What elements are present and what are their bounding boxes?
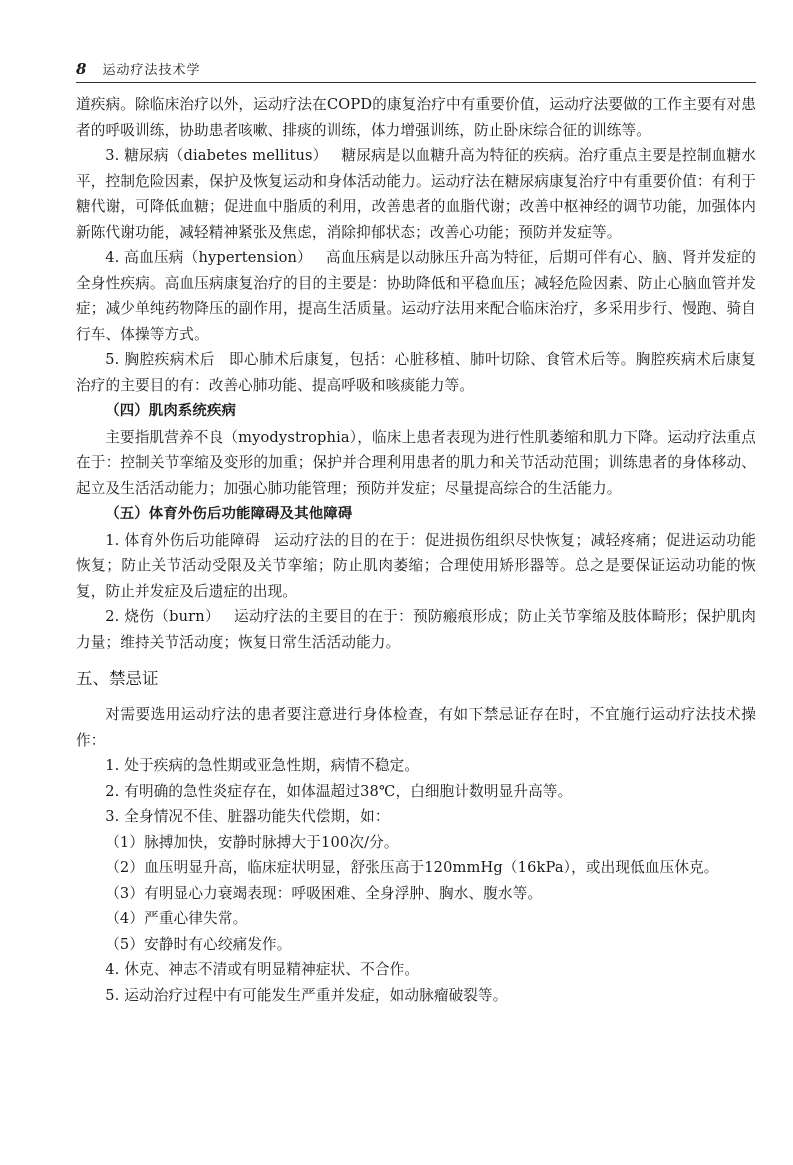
list-item: （5）安静时有心绞痛发作。 xyxy=(105,935,292,953)
list-item: 4. 休克、神志不清或有明显精神症状、不合作。 xyxy=(105,961,420,978)
paragraph-diabetes xyxy=(76,143,756,245)
sports-term: 1. 体育外伤后功能障碍 xyxy=(105,531,261,549)
thoracic-text: 即心肺术后康复，包括：心脏移植、肺叶切除、食管术后等。胸腔疾病术后康复治疗的主要目的有：改善心肺功能、提高呼吸和咳痰能力等。 xyxy=(76,351,756,394)
paragraph-thoracic xyxy=(76,347,756,398)
page-body xyxy=(76,92,756,1008)
burn-text: 运动疗法的主要目的在于：预防瘢痕形成；防止关节挛缩及肢体畸形；保护肌肉力量；维持关节活动度；恢复日常生活活动能力。 xyxy=(76,608,756,651)
hypertension-text: 高血压病是以动脉压升高为特征，后期可伴有心、脑、肾并发症的全身性疾病。高血压病康复治疗的目的主要是：协助降低和平稳血压；减轻危险因素、防止心脑血管并发症；减少单纯药物降压的副作用，提高生活质量。运动疗法用来配合临床治疗，多采用步行、慢跑、骑自行车、体操等方式。 xyxy=(76,249,756,343)
page-number: 8 xyxy=(76,60,87,78)
diabetes-term: 3. 糖尿病（diabetes mellitus） xyxy=(105,147,328,164)
hypertension-term: 4. 高血压病（hypertension） xyxy=(105,249,312,266)
list-item: （3）有明显心力衰竭表现：呼吸困难、全身浮肿、胸水、腹水等。 xyxy=(105,884,543,902)
list-item: （2）血压明显升高，临床症状明显，舒张压高于120mmHg（16kPa），或出现低血压休克。 xyxy=(105,859,719,876)
diabetes-text: 糖尿病是以血糖升高为特征的疾病。治疗重点主要是控制血糖水平，控制危险因素，保护及恢复运动和身体活动能力。运动疗法在糖尿病康复治疗中有重要价值：有利于糖代谢，可降低血糖；促进血中脂质的利用，改善患者的血脂代谢；改善中枢神经的调节功能，加强体内新陈代谢功能，减轻精神紧张及焦虑，消除抑郁状态；改善心功能；预防并发症等。 xyxy=(76,147,756,241)
list-item: 5. 运动治疗过程中有可能发生严重并发症，如动脉瘤破裂等。 xyxy=(105,986,508,1004)
paragraph-sports xyxy=(76,528,756,605)
section-heading-contraindications: 五、禁忌证 xyxy=(76,669,159,688)
burn-term: 2. 烧伤（burn） xyxy=(105,608,220,625)
paragraph-contra-intro: 对需要选用运动疗法的患者要注意进行身体检查，有如下禁忌证存在时，不宜施行运动疗法技术操作： xyxy=(76,706,756,749)
paragraph-muscle: 主要指肌营养不良（myodystrophia），临床上患者表现为进行性肌萎缩和肌力下降。运动疗法重点在于：控制关节挛缩及变形的加重；保护并合理利用患者的肌力和关节活动范围；训练患者的身体移动、起立及生活活动能力；加强心肺功能管理；预防并发症；尽量提高综合的生活能力。 xyxy=(76,428,756,497)
subheading-sports xyxy=(76,501,756,528)
running-title: 运动疗法技术学 xyxy=(102,63,201,78)
list-item: （1）脉搏加快，安静时脉搏大于100次/分。 xyxy=(105,833,399,851)
subheading-muscle xyxy=(76,398,756,425)
paragraph-burn xyxy=(76,604,756,655)
page-header xyxy=(76,56,756,83)
subheading-muscle-text: （四）肌肉系统疾病 xyxy=(105,403,237,419)
list-item: 2. 有明确的急性炎症存在，如体温超过38℃，白细胞计数明显升高等。 xyxy=(105,782,573,800)
sports-text: 运动疗法的目的在于：促进损伤组织尽快恢复；减轻疼痛；促进运动功能恢复；防止关节活动受限及关节挛缩；防止肌肉萎缩；合理使用矫形器等。总之是要保证运动功能的恢复，防止并发症及后遗症的出现。 xyxy=(76,531,756,600)
paragraph-hypertension xyxy=(76,245,756,347)
paragraph-copd: 道疾病。除临床治疗以外，运动疗法在COPD的康复治疗中有重要价值，运动疗法要做的工作主要有对患者的呼吸训练，协助患者咳嗽、排痰的训练，体力增强训练，防止卧床综合征的训练等。 xyxy=(76,96,756,139)
list-item: 1. 处于疾病的急性期或亚急性期，病情不稳定。 xyxy=(105,757,420,774)
list-item: 3. 全身情况不佳、脏器功能失代偿期，如： xyxy=(105,808,390,825)
thoracic-term: 5. 胸腔疾病术后 xyxy=(105,351,215,368)
subheading-sports-text: （五）体育外伤后功能障碍及其他障碍 xyxy=(105,506,353,522)
list-item: （4）严重心律失常。 xyxy=(105,910,248,927)
